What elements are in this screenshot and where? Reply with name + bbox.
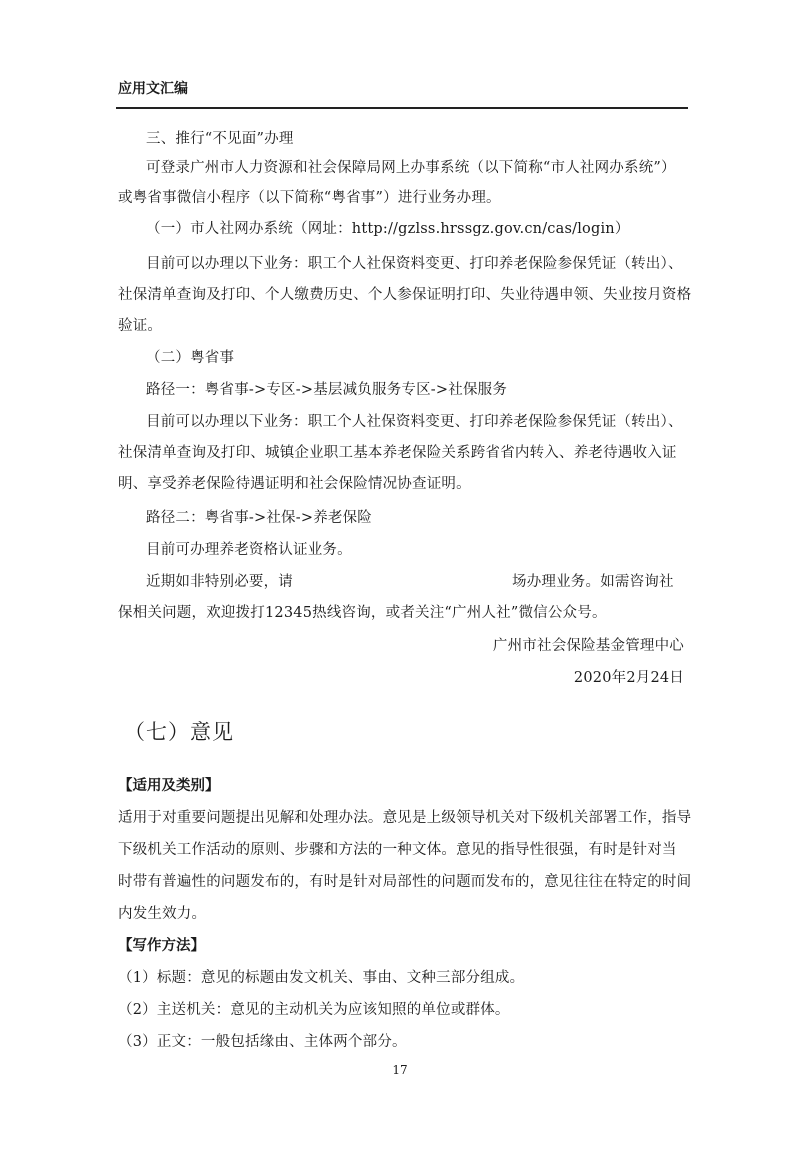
bracket-heading: 【适用及类别】 [118,778,220,794]
bracket-heading: 【写作方法】 [118,938,205,954]
paragraph-line: 场办理业务。如需咨询社 [512,574,674,590]
paragraph-line: 下级机关工作活动的原则、步骤和方法的一种文体。意见的指导性很强，有时是针对当 [118,842,677,858]
subheading: （二）粤省事 [146,350,235,366]
subheading: （一）市人社网办系统（网址：http://gzlss.hrssgz.gov.cn/cas/login） [146,221,630,237]
paragraph-line: 社保清单查询及打印、城镇企业职工基本养老保险关系跨省省内转入、养老待遇收入证 [118,445,677,461]
paragraph-line: 目前可以办理以下业务：职工个人社保资料变更、打印养老保险参保凭证（转出）、 [146,414,683,430]
paragraph-line: 近期如非特别必要，请 [146,574,293,590]
paragraph-line: 内发生效力。 [118,906,207,922]
list-item: （3）正文：一般包括缘由、主体两个部分。 [118,1034,407,1050]
paragraph-line: 保相关问题，欢迎拨打12345热线咨询，或者关注“广州人社”微信公众号。 [118,605,607,621]
paragraph-line: 时带有普遍性的问题发布的，有时是针对局部性的问题而发布的，意见往往在特定的时间 [118,874,692,890]
section-heading: （七）意见 [124,720,234,744]
paragraph-line: 验证。 [118,318,163,334]
page-number: 17 [392,1063,408,1077]
running-header: 应用文汇编 [118,81,188,97]
paragraph-line: 社保清单查询及打印、个人缴费历史、个人参保证明打印、失业待遇申领、失业按月资格 [118,287,692,303]
route-line: 路径一：粤省事->专区->基层减负服务专区->社保服务 [146,382,508,398]
paragraph-line: 可登录广州市人力资源和社会保障局网上办事系统（以下简称“市人社网办系统”） [146,160,676,176]
signature: 广州市社会保险基金管理中心 [492,638,684,654]
list-item: （2）主送机关：意见的主动机关为应该知照的单位或群体。 [118,1002,510,1018]
route-line: 路径二：粤省事->社保->养老保险 [146,510,372,526]
paragraph-line: 或粤省事微信小程序（以下简称“粤省事”）进行业务办理。 [118,190,501,206]
paragraph-line: 明、享受养老保险待遇证明和社会保险情况协查证明。 [118,476,471,492]
section-title: 三、推行“不见面”办理 [146,131,294,147]
paragraph-line: 目前可以办理以下业务：职工个人社保资料变更、打印养老保险参保凭证（转出）、 [146,256,683,272]
paragraph-line: 目前可办理养老资格认证业务。 [146,542,352,558]
date: 2020年2月24日 [573,670,684,686]
list-item: （1）标题：意见的标题由发文机关、事由、文种三部分组成。 [118,970,525,986]
header-rule [116,107,688,109]
paragraph-line: 适用于对重要问题提出见解和处理办法。意见是上级领导机关对下级机关部署工作，指导 [118,810,692,826]
